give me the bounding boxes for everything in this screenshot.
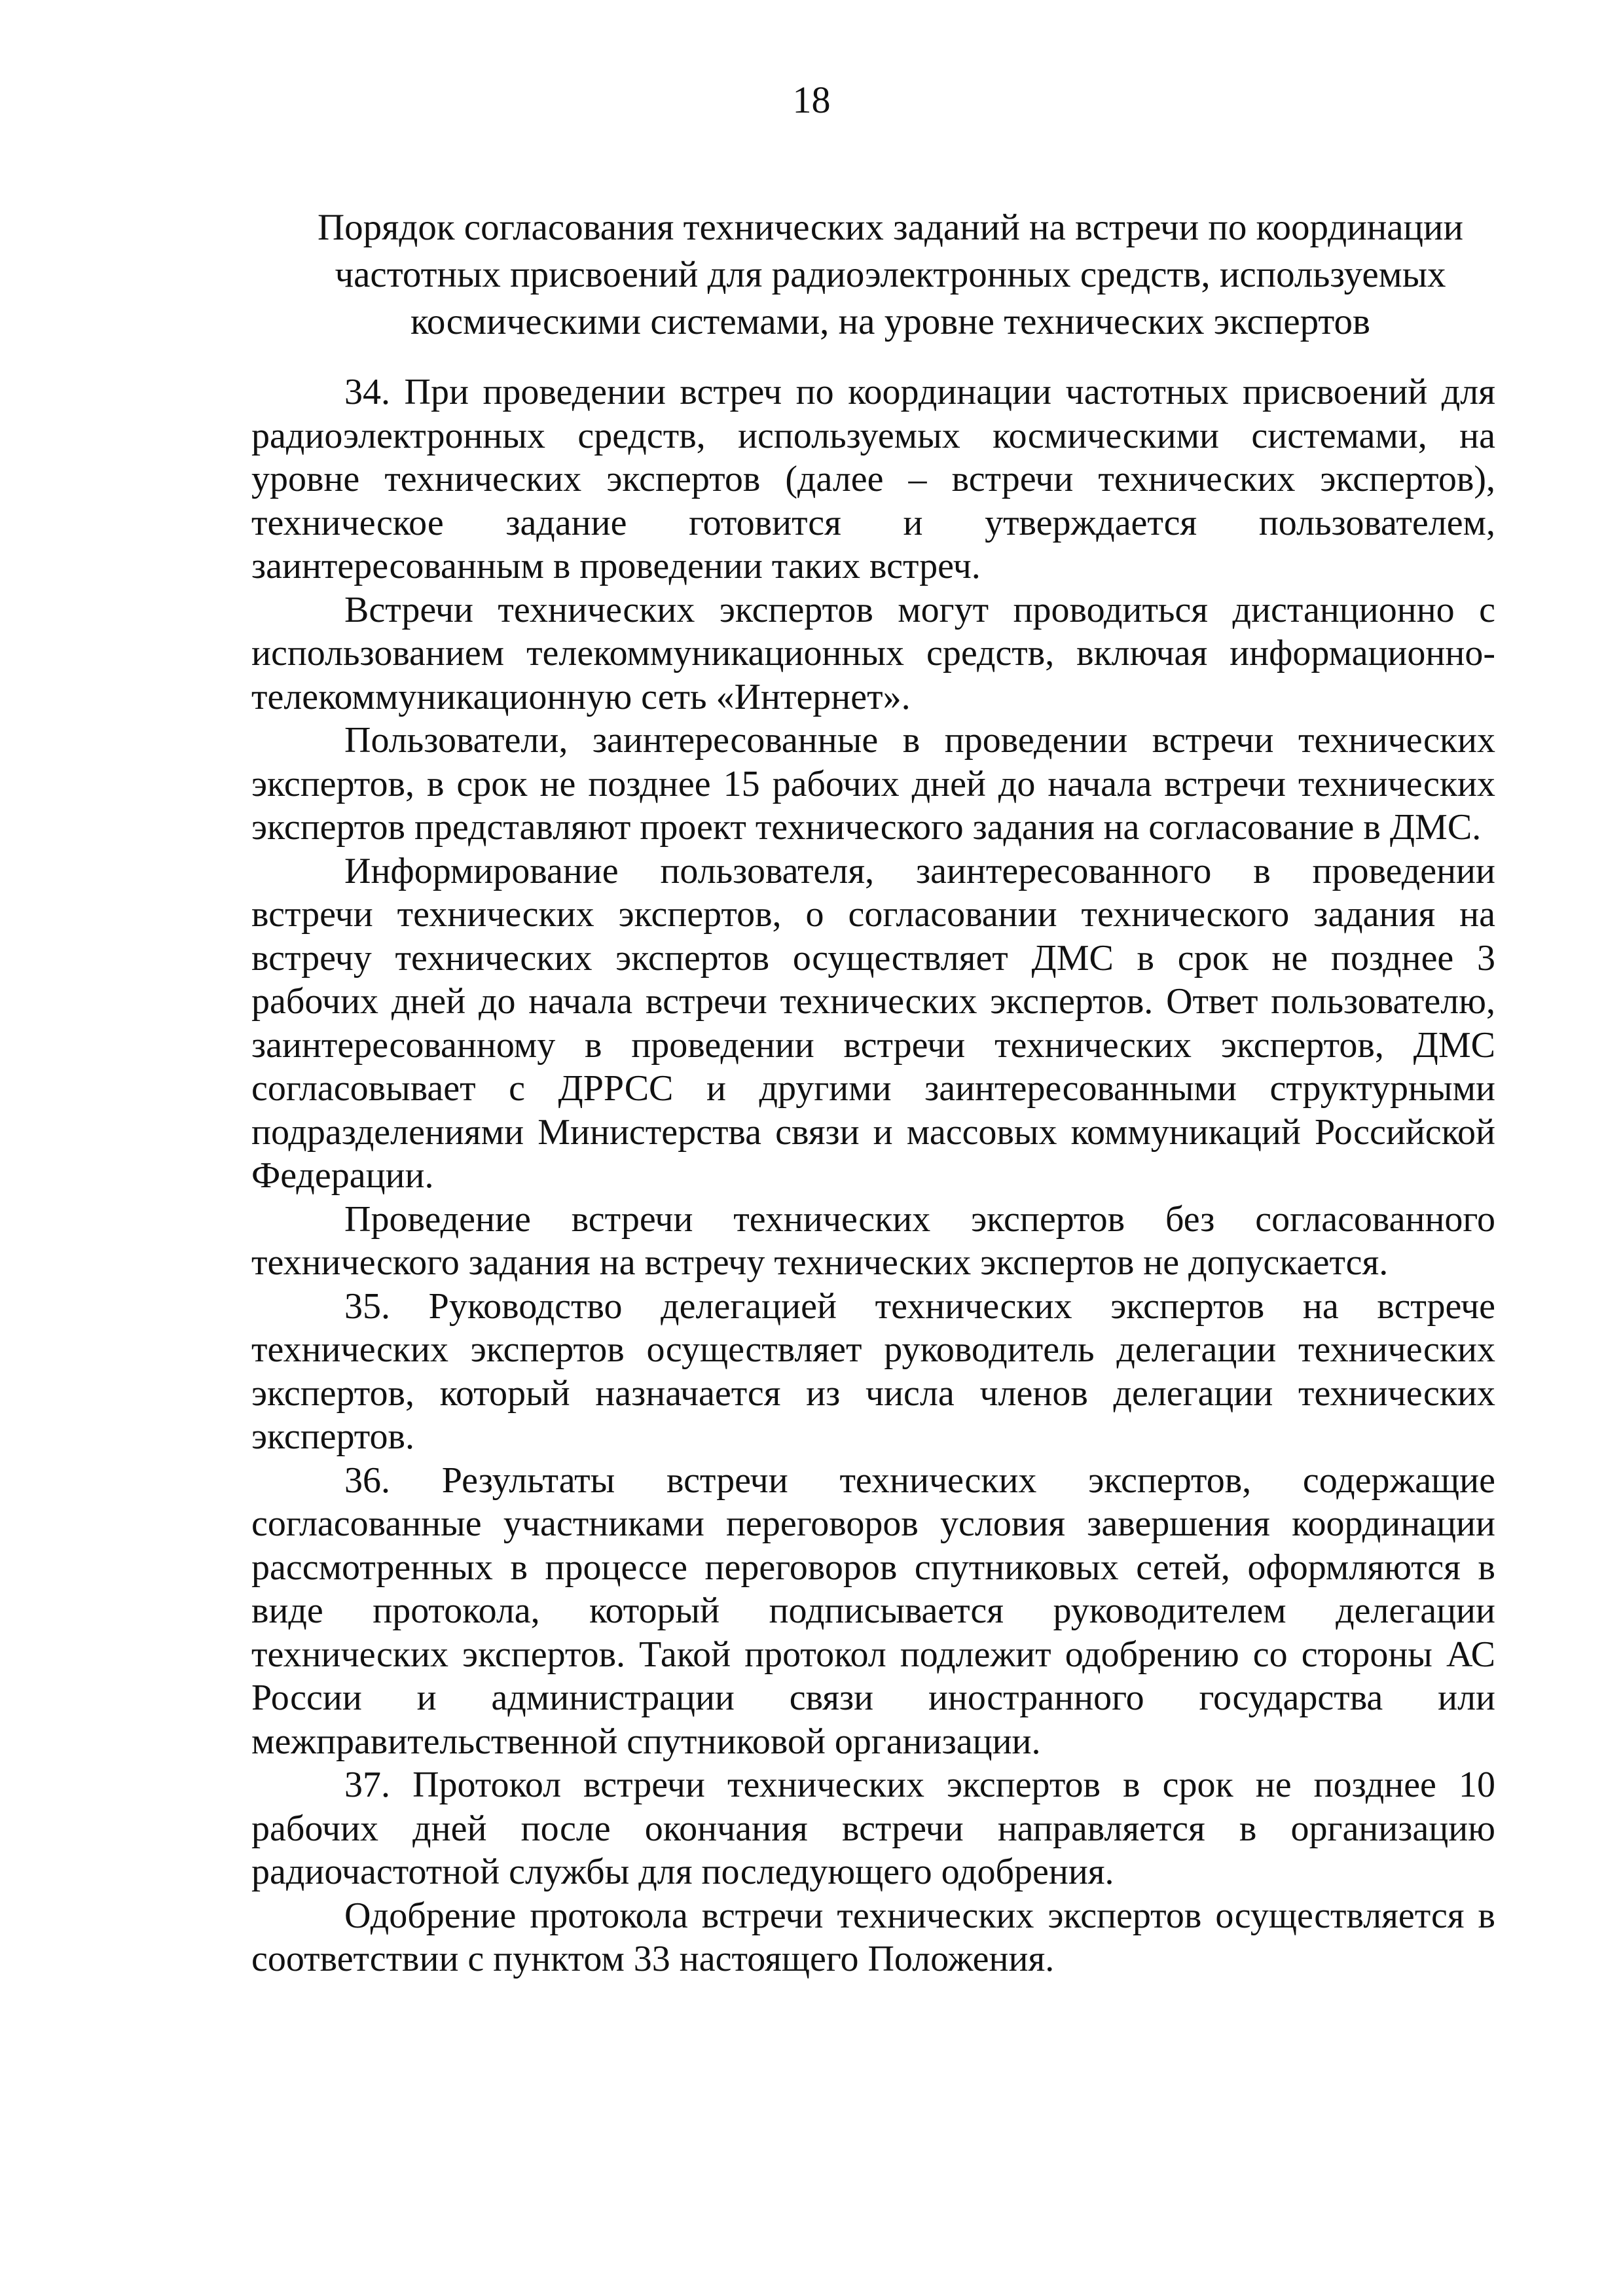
document-body: [251, 370, 1495, 1981]
paragraph-informing-user: Информирование пользователя, заинтересованного в проведении встречи технических экспертов, о согласовании технического задания на встречу технических экспертов осуществляет ДМС в срок не позднее 3 рабочих дней до начала встречи технических экспертов. Ответ пользователю, заинтересованному в проведении встречи технических экспертов, ДМС согласовывает с ДРРСС и другими заинтересованными структурными подразделениями Министерства связи и массовых коммуникаций Российской Федерации.: [251, 850, 1495, 1196]
paragraph-37: 37. Протокол встречи технических экспертов в срок не позднее 10 рабочих дней после окончания встречи направляется в организацию радиочастотной службы для последующего одобрения.: [251, 1765, 1495, 1892]
paragraph-36: 36. Результаты встречи технических экспертов, содержащие согласованные участниками переговоров условия завершения координации рассмотренных в процессе переговоров спутниковых сетей, оформляются в виде протокола, который подписывается руководителем делегации технических экспертов. Такой протокол подлежит одобрению со стороны АС России и администрации связи иностранного государства или межправительственной спутниковой организации.: [251, 1460, 1495, 1762]
paragraph-34: 34. При проведении встреч по координации частотных присвоений для радиоэлектронных средств, используемых космическими системами, на уровне технических экспертов (далее – встречи технических экспертов), техническое задание готовится и утверждается пользователем, заинтересованным в проведении таких встреч.: [251, 372, 1495, 586]
paragraph-remote-meetings: Встречи технических экспертов могут проводиться дистанционно с использованием телекоммуникационных средств, включая информационно-телекоммуникационную сеть «Интернет».: [251, 589, 1495, 717]
paragraph-no-approval-prohibited: Проведение встречи технических экспертов без согласованного технического задания на встречу технических экспертов не допускается.: [251, 1198, 1495, 1283]
paragraph-protocol-approval: Одобрение протокола встречи технических экспертов осуществляется в соответствии с пунктом 33 настоящего Положения.: [251, 1895, 1495, 1979]
paragraph-submission-deadline: Пользователи, заинтересованные в проведении встречи технических экспертов, в срок не позднее 15 рабочих дней до начала встречи технических экспертов представляют проект технического задания на согласование в ДМС.: [251, 720, 1495, 848]
page-number: 18: [792, 79, 831, 121]
paragraph-35: 35. Руководство делегацией технических экспертов на встрече технических экспертов осуществляет руководитель делегации технических экспертов, который назначается из числа членов делегации технических экспертов.: [251, 1285, 1495, 1457]
section-heading: Порядок согласования технических заданий на встречи по координации частотных присвоений для радиоэлектронных средств, используемых космическими системами, на уровне технических экспертов: [317, 207, 1464, 342]
